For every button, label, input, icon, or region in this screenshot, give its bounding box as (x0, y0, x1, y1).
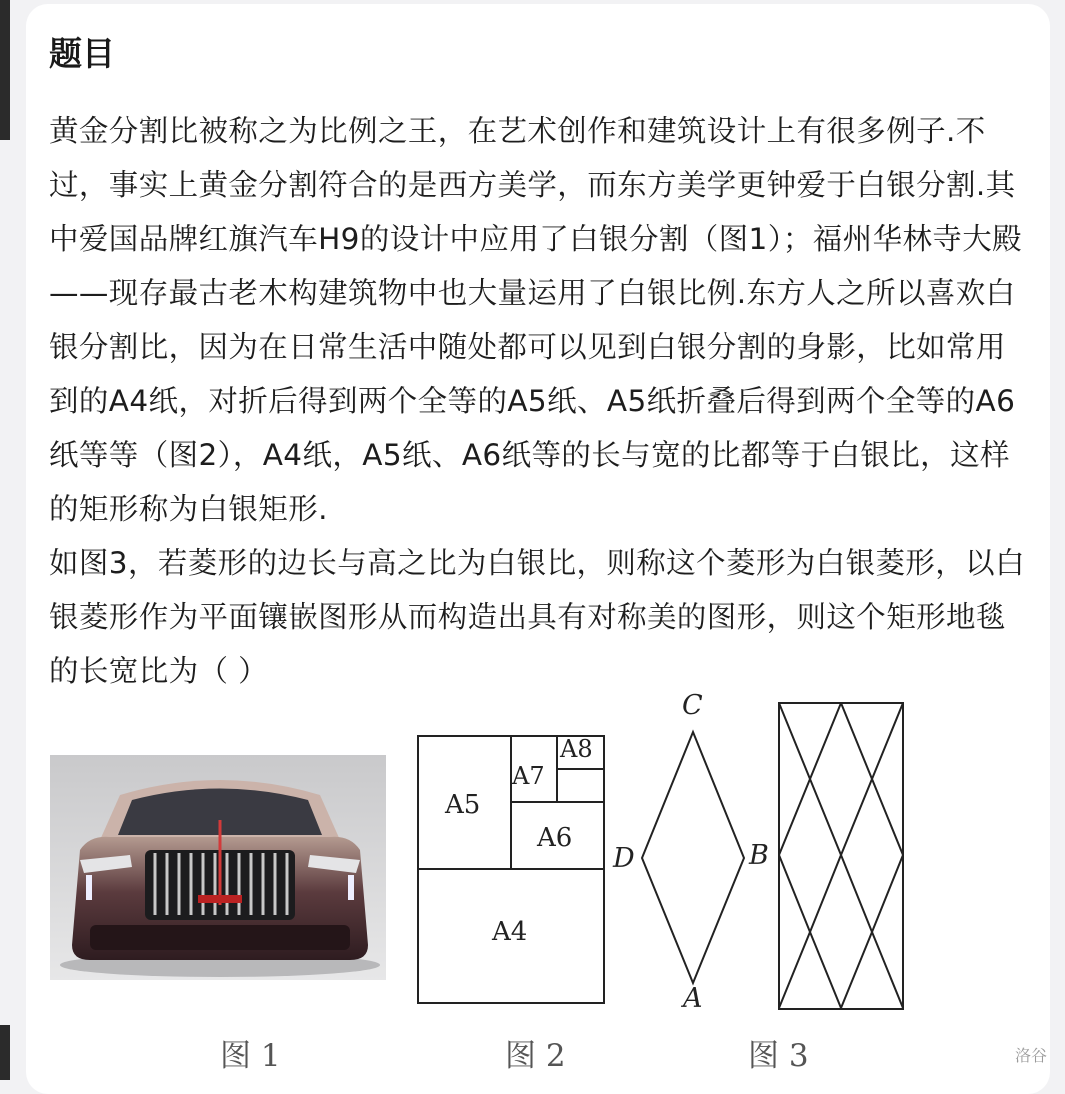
window-edge-bottom (0, 1025, 10, 1080)
problem-paragraph-2: 如图3，若菱形的边长与高之比为白银比，则称这个菱形为白银菱形，以白银菱形作为平面镶嵌图形从而构造出具有对称美的图形，则这个矩形地毯的长宽比为（ ） (49, 546, 1025, 688)
label-a5: A5 (445, 790, 481, 820)
vertex-c: C (682, 690, 703, 721)
luogu-watermark: 洛谷 (1014, 1046, 1047, 1065)
label-a4: A4 (492, 917, 528, 947)
figure-1-caption: 图 1 (220, 1038, 281, 1074)
problem-title: 题目 (49, 34, 115, 73)
vertex-d: D (613, 843, 635, 874)
car-image (50, 755, 386, 980)
rhombus-diagram (638, 728, 748, 988)
window-edge (0, 0, 10, 140)
vertex-b: B (749, 840, 769, 871)
problem-paragraph-1: 黄金分割比被称之为比例之王，在艺术创作和建筑设计上有很多例子.不过，事实上黄金分割符合的是西方美学，而东方美学更钟爱于白银分割.其中爱国品牌红旗汽车H9的设计中应用了白银分割（图1）；福州华林寺大殿——现存最古老木构建筑物中也大量运用了白银比例.东方人之所以喜欢白银分割比，因为在日常生活中随处都可以见到白银分割的身影，比如常用到的A4纸，对折后得到两个全等的A5纸、A5纸折叠后得到两个全等的A6纸等等（图2），A4纸，A5纸、A6纸等的长与宽的比都等于白银比，这样的矩形称为白银矩形. (49, 114, 1023, 526)
label-a6: A6 (537, 823, 573, 853)
figure-area (40, 690, 940, 1080)
figure-2-caption: 图 2 (505, 1038, 566, 1074)
label-a7: A7 (512, 762, 545, 790)
problem-statement (49, 104, 1034, 698)
vertex-a: A (683, 983, 703, 1014)
rhombus-tiling-carpet (778, 702, 906, 1012)
figure-3-caption: 图 3 (748, 1038, 809, 1074)
label-a8: A8 (560, 735, 593, 763)
